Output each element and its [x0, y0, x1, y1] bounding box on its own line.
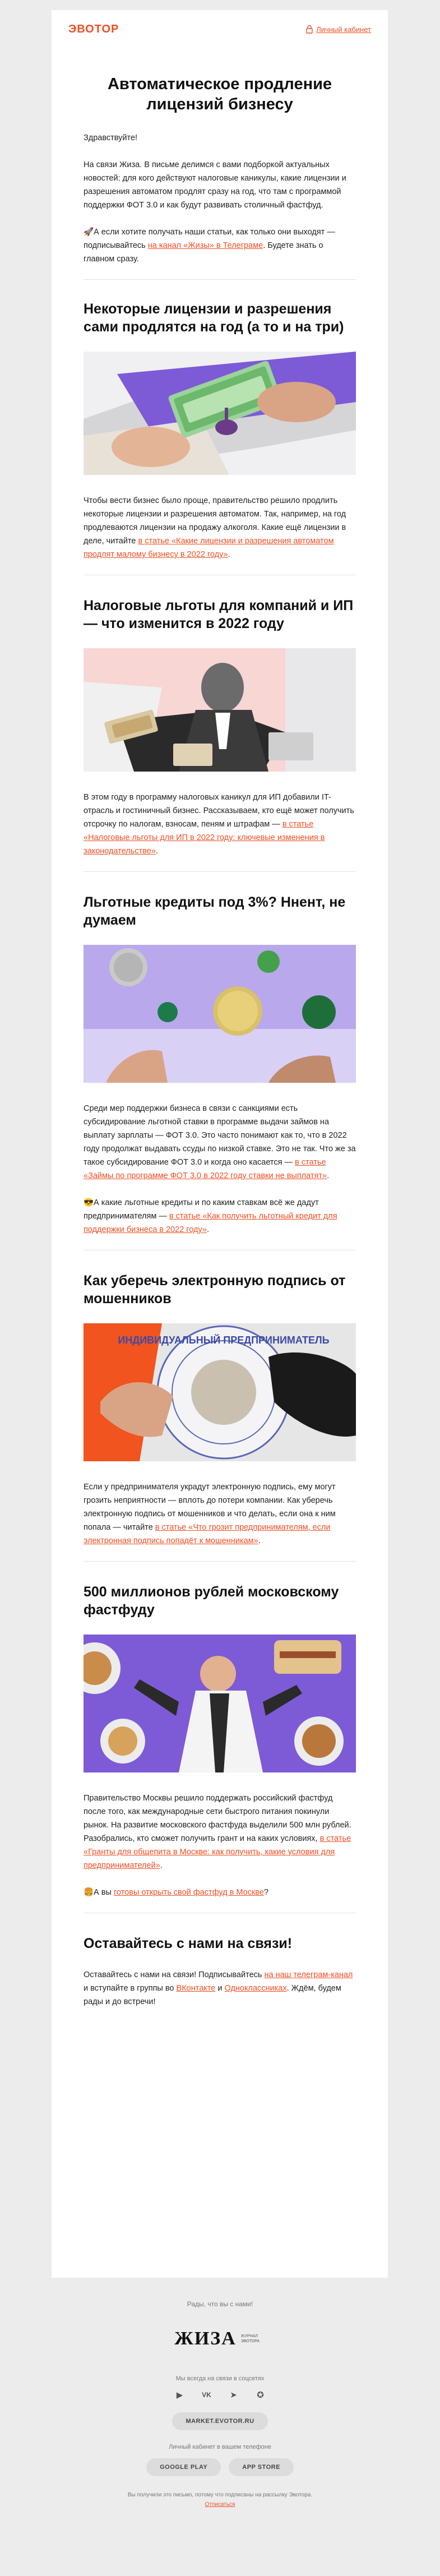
text: и: [215, 1984, 225, 1993]
stamp-text: ИНДИВИДУАЛЬНЫЙ ПРЕДПРИНИМАТЕЛЬ: [118, 1335, 330, 1346]
text: Среди мер поддержки бизнеса в связи с санкциями есть субсидирование льготной ставки в программе выдачи займов на выплату зарплаты — ФОТ 3.0. Это часто понимают как то, что в 2022 году продолжат выдавать ссуды по низкой ставке. Это не так. Что же за такое субсидирование ФОТ 3.0 и когда оно касается —: [84, 1104, 356, 1167]
section-text-2: [84, 1196, 356, 1236]
intro-paragraph: На связи Жиза. В письме делимся с вами подборкой актуальных новостей: для кого действуют налоговые каникулы, какие лицензии и разрешения автоматом продлят сразу на год, что там с программой поддержки ФОТ 3.0 и как будут развивать столичный фастфуд.: [84, 160, 346, 210]
article-link[interactable]: в статье «Что грозит предпринимателям, если электронная подпись попадёт к мошенникам»: [84, 1523, 331, 1545]
brand-sub: ЖУРНАЛ ЭВОТОРА: [240, 2334, 260, 2343]
article-link[interactable]: в статье «Какие лицензии и разрешения автоматом продлят малому бизнесу в 2022 году»: [84, 537, 334, 559]
article-link[interactable]: в статье «Гранты для общепита в Москве: как получить, какие условия для предпринимателей»: [84, 1834, 351, 1870]
section-title: Льготные кредиты под 3%? Ннент, не думаем: [84, 894, 346, 928]
section-licenses: [52, 280, 388, 561]
text: .: [228, 550, 230, 559]
section-text: [84, 1792, 356, 1872]
lock-icon: [306, 25, 313, 34]
section-title: Налоговые льготы для компаний и ИП — что изменится в 2022 году: [84, 598, 354, 631]
article-link[interactable]: в статье «Как получить льготный кредит для поддержки бизнеса в 2022 году»: [84, 1212, 337, 1234]
section-tax-benefits: [52, 575, 388, 858]
text: .: [206, 1225, 209, 1234]
cabinet-link[interactable]: [306, 25, 371, 34]
section-title: Некоторые лицензии и разрешения сами продлятся на год (а то и на три): [84, 301, 344, 335]
zhiza-logo[interactable]: [0, 2328, 440, 2349]
illustration: [84, 352, 356, 475]
email-header: [52, 10, 388, 48]
article-link[interactable]: готовы открыть свой фастфуд в Москве: [113, 1888, 264, 1897]
store-buttons: [0, 2458, 440, 2476]
connect-text: Мы всегда на связи в соцсетях: [175, 2375, 265, 2382]
reason-text: Вы получили это письмо, потому что подписаны на рассылку Эвотора.: [127, 2492, 313, 2498]
telegram-channel-link[interactable]: на канал «Жизы» в Телеграме: [147, 241, 263, 250]
article-link[interactable]: в статье «Займы по программе ФОТ 3.0 в 2022 году ставки не выплатят»: [84, 1158, 327, 1180]
youtube-icon[interactable]: ▶: [176, 2390, 183, 2400]
illustration: [84, 1323, 356, 1461]
text: . Будете знать о главном сразу.: [84, 241, 323, 264]
illustration: [84, 648, 356, 772]
cabinet-label: Личный кабинет: [316, 25, 371, 34]
evotor-logo[interactable]: ЭВОТОР: [68, 22, 119, 35]
odnoklassniki-icon[interactable]: ✪: [257, 2390, 264, 2400]
social-icons: [0, 2390, 440, 2400]
section-signature: [52, 1250, 388, 1548]
text: Правительство Москвы решило поддержать российский фастфуд после того, как международные сети быстрого питания покинули рынок. На развитие московского фастфуда выделили 500 млн рублей. Разобрались, кто сможет получить грант и на каких условиях,: [84, 1794, 351, 1843]
telegram-paragraph: [84, 225, 356, 266]
fastfood-man-image[interactable]: [84, 1635, 356, 1772]
text: .: [160, 1861, 163, 1870]
app-store-button[interactable]: APP STORE: [229, 2458, 294, 2476]
section-text: [84, 1968, 356, 2009]
section-text: [84, 1480, 356, 1548]
vk-link[interactable]: ВКонтакте: [176, 1984, 216, 1993]
telegram-link[interactable]: на наш телеграм-канал: [264, 1970, 353, 1979]
glad-text: Рады, что вы с нами!: [187, 2300, 253, 2308]
greeting: Здравствуйте!: [84, 133, 138, 142]
text: Оставайтесь с нами на связи! Подписывайтесь: [84, 1970, 265, 1979]
cabinet-phone-text: Личный кабинет в вашем телефоне: [169, 2444, 271, 2450]
google-play-button[interactable]: GOOGLE PLAY: [146, 2458, 221, 2476]
section-fastfood: [52, 1562, 388, 1899]
telegram-icon[interactable]: ➤: [230, 2390, 237, 2400]
unsubscribe-link[interactable]: Отписаться: [205, 2501, 235, 2508]
text: 😎А какие льготные кредиты и по каким ставкам всё же дадут предпринимателям —: [84, 1198, 319, 1221]
illustration: [84, 945, 356, 1083]
text: ?: [263, 1888, 268, 1897]
section-text: [84, 1102, 356, 1183]
section-stay-connected: [52, 1913, 388, 2009]
section-title: Оставайтесь с нами на связи!: [84, 1936, 293, 1951]
section-title: Как уберечь электронную подпись от мошенников: [84, 1273, 346, 1307]
section-text-2: [84, 1886, 356, 1899]
email-title: Автоматическое продление лицензий бизнесу: [107, 75, 332, 113]
section-text: [84, 791, 356, 858]
section-title: 500 миллионов рублей московскому фастфуду: [84, 1584, 339, 1618]
text: .: [327, 1171, 330, 1180]
ok-link[interactable]: Одноклассниках: [224, 1984, 287, 1993]
email-footer: [0, 2278, 440, 2508]
illustration: [84, 1635, 356, 1772]
text: .: [258, 1536, 261, 1545]
text: В этом году в программу налоговых каникул для ИП добавили IT-отрасль и гостиничный бизнес. Рассказываем, кто ещё может получить отсрочку по налогам, взносам, пеням и штрафам —: [84, 793, 354, 829]
money-handshake-image[interactable]: [84, 352, 356, 475]
coins-hands-image[interactable]: [84, 945, 356, 1083]
text: . Ждём, будем рады и до встречи!: [84, 1984, 341, 2006]
text: 🚀А если хотите получать наши статьи, как только они выходят — подписывайтесь: [84, 228, 335, 250]
text: 🍔А вы: [84, 1888, 114, 1897]
text: Если у предпринимателя украдут электронную подпись, ему могут грозить неприятности — вплоть до потери компании. Как уберечь электронную подпись от мошенников и что делать, если она к ним попала — читайте: [84, 1483, 336, 1532]
vk-icon[interactable]: VK: [202, 2391, 211, 2399]
text: .: [155, 847, 158, 856]
businessman-phone-image[interactable]: [84, 648, 356, 772]
stamp-hands-image[interactable]: [84, 1323, 356, 1461]
text: Чтобы вести бизнес было проще, правительство решило продлить некоторые лицензии и разрешения автоматом. Так, например, на год продлеваются лицензии на продажу алкоголя. Какие ещё лицензии в деле, читайте: [84, 496, 346, 546]
text: и вступайте в группы во: [84, 1984, 177, 1993]
section-text: [84, 494, 356, 561]
market-button[interactable]: MARKET.EVOTOR.RU: [172, 2412, 267, 2430]
email-card: [52, 10, 388, 2278]
section-loans: [52, 872, 388, 1236]
intro: [52, 131, 388, 266]
article-link[interactable]: в статье «Налоговые льготы для ИП в 2022 году: ключевые изменения в законодательстве»: [84, 820, 325, 856]
brand-name: ЖИЗА: [174, 2328, 237, 2349]
